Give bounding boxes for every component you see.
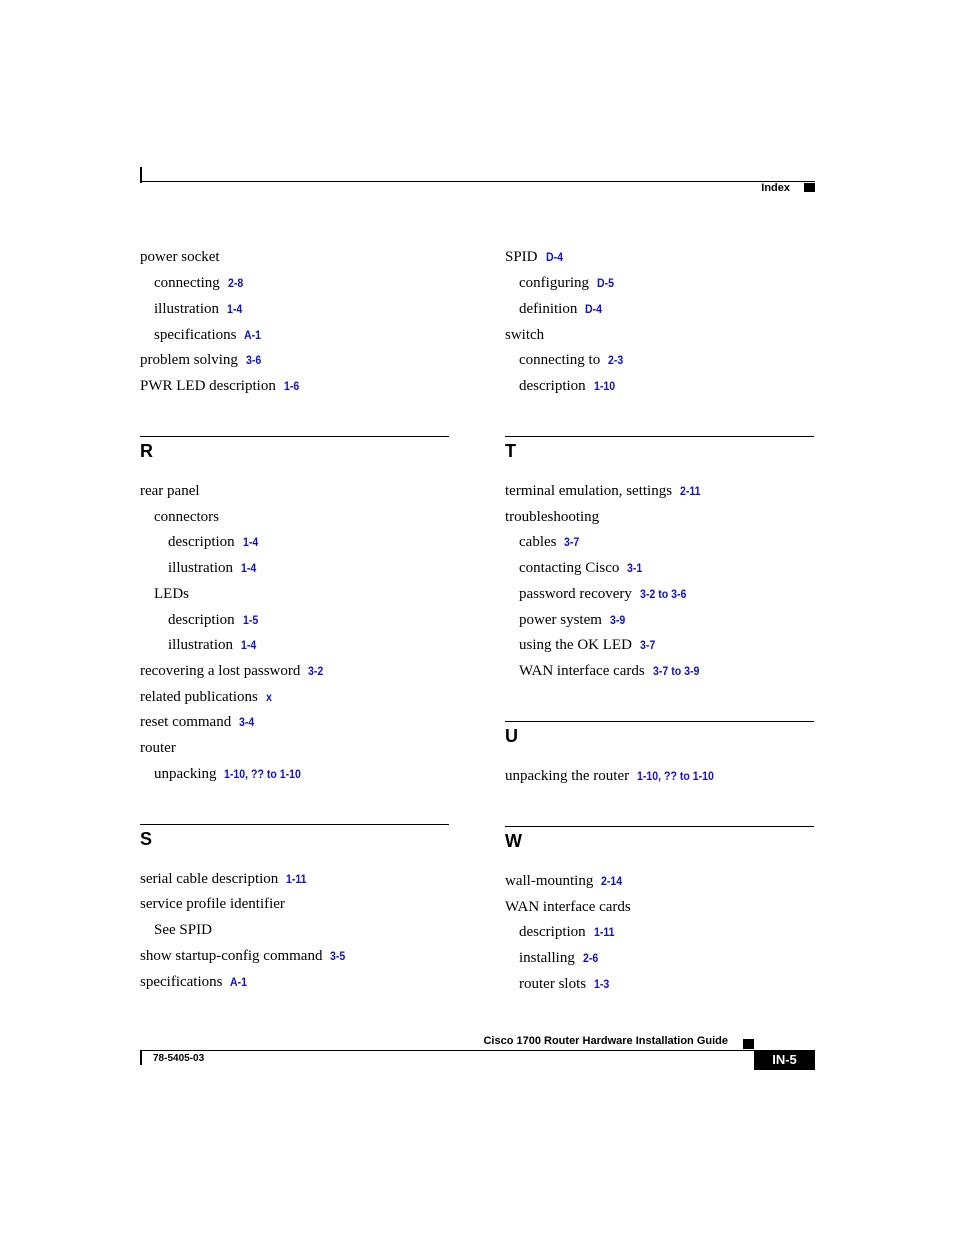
page-ref-link[interactable]: 1-4: [241, 561, 257, 575]
index-entry: SPID D-4: [505, 249, 563, 265]
section-heading-w: W: [505, 831, 522, 851]
index-entry: description 1-11: [519, 924, 615, 940]
page-ref-link[interactable]: 2-3: [608, 353, 624, 367]
page-ref-link[interactable]: x: [265, 690, 272, 704]
index-entry: show startup-config command 3-5: [140, 948, 346, 964]
page-ref-link[interactable]: 3-9: [609, 613, 626, 627]
page-ref-link[interactable]: A-1: [244, 328, 262, 342]
page-ref-link[interactable]: 2-11: [680, 484, 701, 498]
index-entry: power socket: [140, 249, 220, 265]
index-entry: configuring D-5: [519, 275, 615, 291]
index-entry: connectors: [154, 509, 219, 525]
page-ref-link[interactable]: 3-2 to 3-6: [639, 587, 687, 601]
index-entry: WAN interface cards 3-7 to 3-9: [519, 663, 700, 679]
page-ref-link[interactable]: 3-6: [245, 353, 262, 367]
index-entry: See SPID: [154, 922, 212, 938]
index-entry: specifications A-1: [140, 974, 248, 990]
page-ref-link[interactable]: 1-6: [283, 379, 300, 393]
page-ref-link[interactable]: 1-10, ?? to 1-10: [637, 769, 715, 783]
page-ref-link[interactable]: D-4: [585, 302, 603, 316]
index-entry: service profile identifier: [140, 896, 285, 912]
index-entry: cables 3-7: [519, 534, 580, 550]
index-entry: reset command 3-4: [140, 714, 255, 730]
section-rule: [505, 826, 814, 827]
page-ref-link[interactable]: 3-2: [308, 664, 324, 678]
page-ref-link[interactable]: 1-4: [242, 535, 258, 549]
index-entry: description 1-4: [168, 534, 258, 550]
index-entry: definition D-4: [519, 301, 603, 317]
index-entry: rear panel: [140, 483, 200, 499]
index-entry: illustration 1-4: [168, 560, 257, 576]
index-entry: router slots 1-3: [519, 976, 610, 992]
page-ref-link[interactable]: 3-7: [564, 535, 580, 549]
index-right-column: [505, 0, 815, 1000]
index-entry: unpacking 1-10, ?? to 1-10: [154, 766, 302, 782]
page-ref-link[interactable]: 3-7: [639, 638, 656, 652]
page-ref-link[interactable]: 1-11: [593, 925, 615, 939]
section-rule: [140, 436, 449, 437]
index-entry: router: [140, 740, 176, 756]
index-entry: problem solving 3-6: [140, 352, 262, 368]
index-entry: illustration 1-4: [168, 637, 257, 653]
index-left-column: [140, 0, 450, 1000]
page-ref-link[interactable]: 3-4: [239, 715, 255, 729]
page-ref-link[interactable]: 1-5: [242, 613, 258, 627]
index-entry: switch: [505, 327, 545, 343]
footer-guide-title: Cisco 1700 Router Hardware Installation Guide: [483, 1035, 728, 1047]
index-entry: description 1-5: [168, 612, 258, 628]
index-entry: using the OK LED 3-7: [519, 637, 656, 653]
page-ref-link[interactable]: 3-5: [330, 949, 346, 963]
index-entry: installing 2-6: [519, 950, 599, 966]
index-entry: contacting Cisco 3-1: [519, 560, 643, 576]
page-ref-link[interactable]: 2-14: [601, 874, 623, 888]
index-entry: illustration 1-4: [154, 301, 243, 317]
page-ref-link[interactable]: 1-10: [593, 379, 615, 393]
index-entry: WAN interface cards: [505, 899, 631, 915]
footer-tick-mark: [140, 1050, 142, 1065]
page-ref-link[interactable]: D-5: [596, 276, 615, 290]
index-entry: serial cable description 1-11: [140, 871, 307, 887]
section-rule: [505, 721, 814, 722]
index-entry: troubleshooting: [505, 509, 600, 525]
page-ref-link[interactable]: 2-8: [227, 276, 244, 290]
page-ref-link[interactable]: 1-4: [227, 302, 243, 316]
index-entry: PWR LED description 1-6: [140, 378, 300, 394]
index-entry: connecting to 2-3: [519, 352, 624, 368]
index-entry: connecting 2-8: [154, 275, 244, 291]
section-heading-t: T: [505, 441, 516, 461]
section-heading-s: S: [140, 829, 153, 849]
page-ref-link[interactable]: 1-3: [594, 977, 610, 991]
index-entry: specifications A-1: [154, 327, 262, 343]
footer-square-marker: [743, 1039, 754, 1049]
index-entry: description 1-10: [519, 378, 615, 394]
section-rule: [140, 824, 449, 825]
index-entry: recovering a lost password 3-2: [140, 663, 324, 679]
section-rule: [505, 436, 814, 437]
page-ref-link[interactable]: 3-7 to 3-9: [652, 664, 700, 678]
index-entry: terminal emulation, settings 2-11: [505, 483, 701, 499]
footer-page-number: IN-5: [754, 1050, 815, 1070]
page-ref-link[interactable]: 1-10, ?? to 1-10: [224, 767, 302, 781]
page-ref-link[interactable]: 1-11: [286, 872, 307, 886]
page-ref-link[interactable]: 3-1: [627, 561, 643, 575]
header-section-label: Index: [761, 182, 790, 194]
index-entry: related publications x: [140, 689, 272, 705]
footer-rule: [140, 1050, 815, 1051]
footer-doc-number: 78-5405-03: [153, 1053, 205, 1064]
section-heading-r: R: [140, 441, 153, 461]
page-ref-link[interactable]: D-4: [545, 250, 563, 264]
page-ref-link[interactable]: A-1: [230, 975, 248, 989]
page-ref-link[interactable]: 1-4: [241, 638, 257, 652]
index-entry: power system 3-9: [519, 612, 626, 628]
section-heading-u: U: [505, 726, 518, 746]
index-entry: LEDs: [154, 586, 189, 602]
page-ref-link[interactable]: 2-6: [582, 951, 599, 965]
index-entry: password recovery 3-2 to 3-6: [519, 586, 687, 602]
index-entry: unpacking the router 1-10, ?? to 1-10: [505, 768, 715, 784]
index-entry: wall-mounting 2-14: [505, 873, 623, 889]
